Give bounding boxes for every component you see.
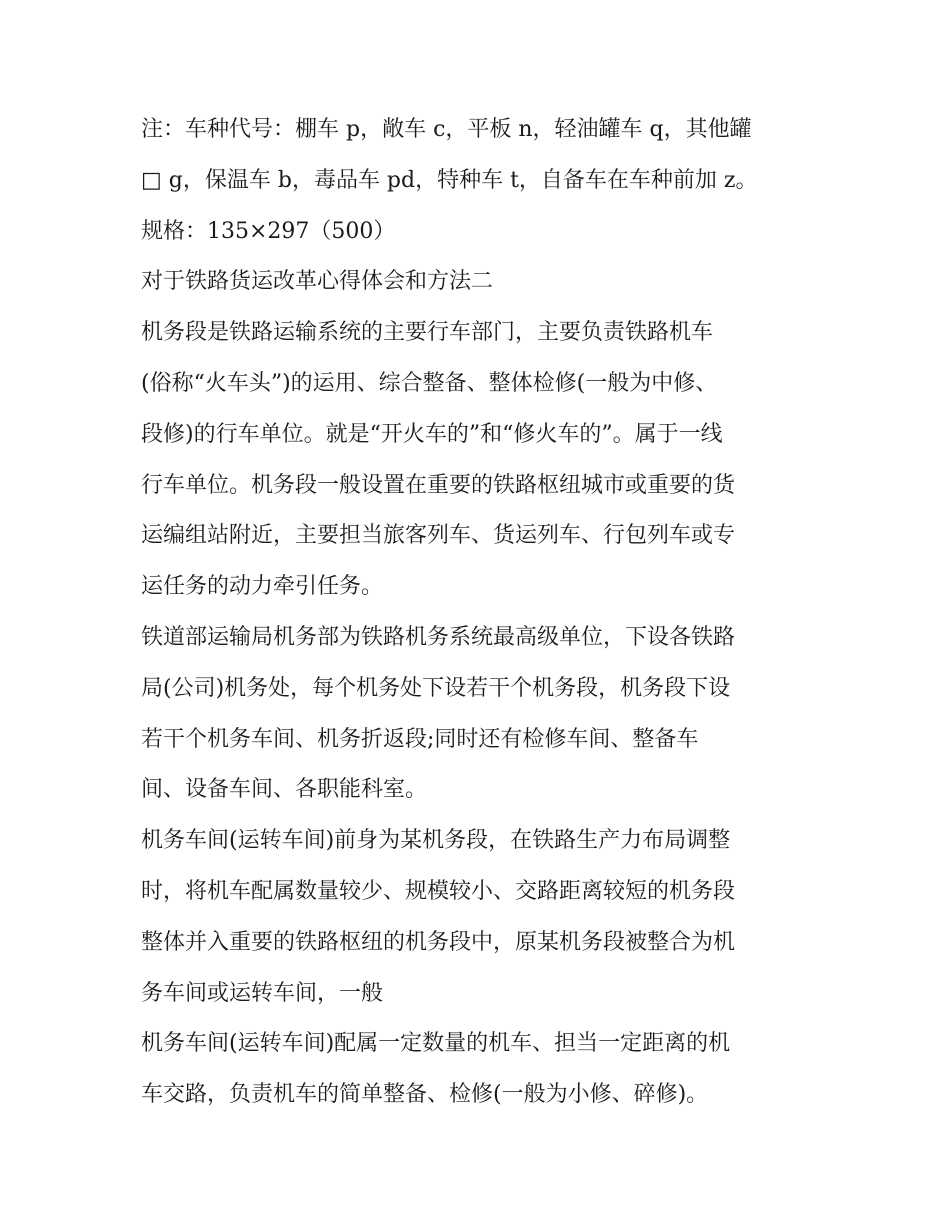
text-line-17: 整体并入重要的铁路枢纽的机务段中，原某机务段被整合为机: [141, 929, 736, 955]
document-body: [141, 110, 821, 1126]
text-line-13: 若干个机务车间、机务折返段;同时还有检修车间、整备车: [141, 726, 699, 752]
text-line-11: 铁道部运输局机务部为铁路机务系统最高级单位，下设各铁路: [141, 624, 736, 650]
text-line-19: 机务车间(运转车间)配属一定数量的机车、担当一定距离的机: [141, 1031, 731, 1057]
text-line-16: 时，将机车配属数量较少、规模较小、交路距离较短的机务段: [141, 878, 736, 904]
text-line-9: 运编组站附近，主要担当旅客列车、货运列车、行包列车或专: [141, 523, 736, 549]
text-line-15: 机务车间(运转车间)前身为某机务段，在铁路生产力布局调整: [141, 828, 731, 854]
text-line-12: 局(公司)机务处，每个机务处下设若干个机务段，机务段下设: [141, 675, 731, 701]
text-line-18: 务车间或运转车间，一般: [141, 980, 384, 1006]
section-heading: 对于铁路货运改革心得体会和方法二: [141, 269, 494, 295]
text-line-20: 车交路，负责机车的简单整备、检修(一般为小修、碎修)。: [141, 1082, 709, 1108]
text-line-6: (俗称“火车头”)的运用、综合整备、整体检修(一般为中修、: [141, 370, 718, 396]
text-line-10: 运任务的动力牵引任务。: [141, 574, 384, 600]
text-line-2: □ g，保温车 b，毒品车 pd，特种车 t，自备车在车种前加 z。: [141, 167, 758, 193]
text-line-8: 行车单位。机务段一般设置在重要的铁路枢纽城市或重要的货: [141, 472, 736, 498]
text-line-5: 机务段是铁路运输系统的主要行车部门，主要负责铁路机车: [141, 320, 714, 346]
text-line-1: 注：车种代号：棚车 p，敞车 c，平板 n，轻油罐车 q，其他罐: [141, 117, 752, 142]
text-line-3: 规格：135×297（500）: [141, 218, 396, 244]
text-line-7: 段修)的行车单位。就是“开火车的”和“修火车的”。属于一线: [141, 421, 723, 447]
text-line-14: 间、设备车间、各职能科室。: [141, 777, 428, 803]
